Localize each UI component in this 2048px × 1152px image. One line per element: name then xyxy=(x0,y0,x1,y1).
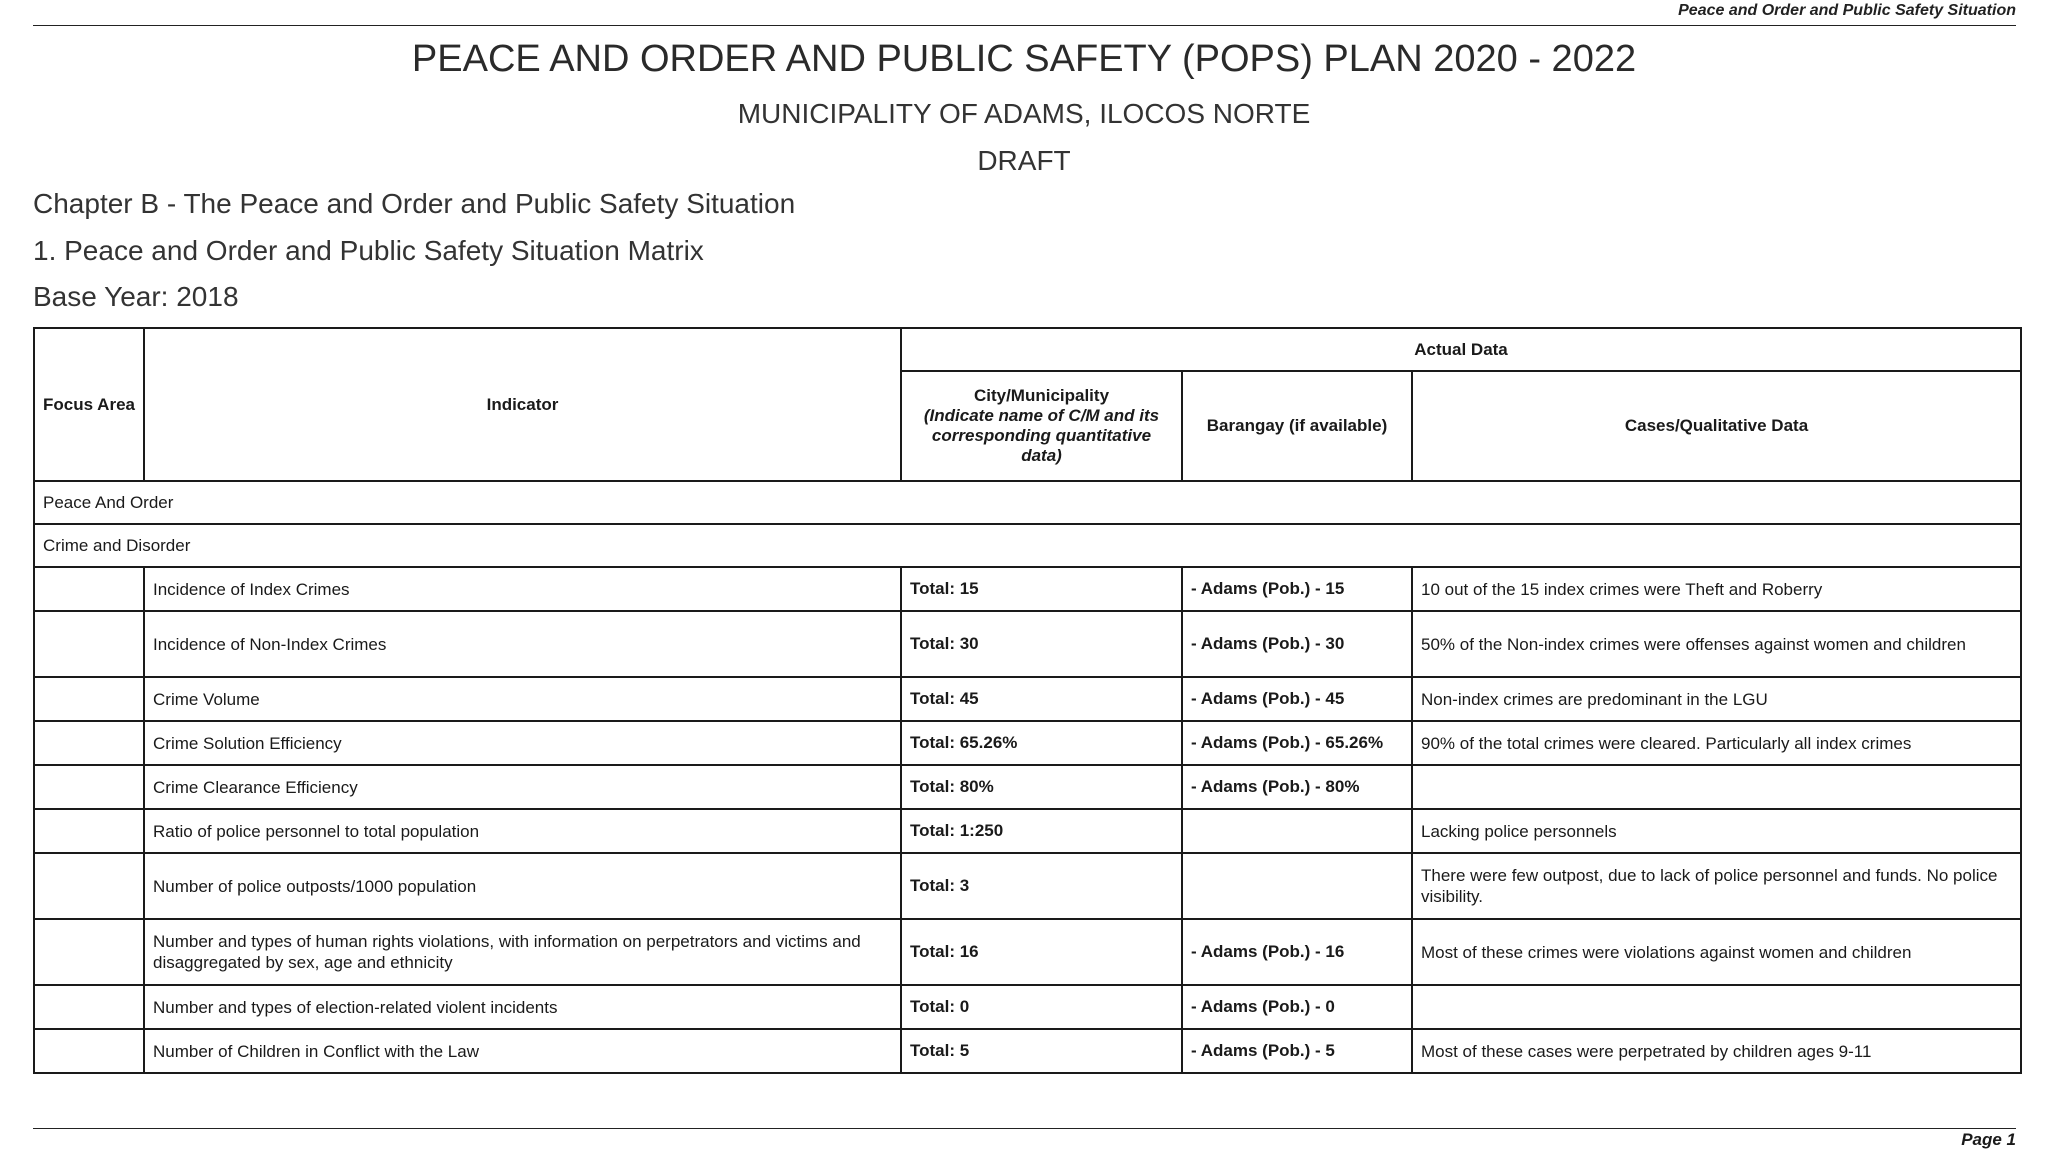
barangay-cell: - Adams (Pob.) - 80% xyxy=(1182,765,1412,809)
barangay-cell: - Adams (Pob.) - 15 xyxy=(1182,567,1412,611)
cases-cell: Most of these cases were perpetrated by children ages 9-11 xyxy=(1412,1029,2021,1073)
cases-cell: 10 out of the 15 index crimes were Theft and Roberry xyxy=(1412,567,2021,611)
focus-area-cell xyxy=(34,611,144,677)
cases-cell xyxy=(1412,765,2021,809)
header-rule xyxy=(33,25,2016,26)
focus-area-cell xyxy=(34,853,144,919)
document-subtitle: MUNICIPALITY OF ADAMS, ILOCOS NORTE xyxy=(737,98,1311,129)
base-year: Base Year: 2018 xyxy=(33,281,239,312)
chapter-heading: Chapter B - The Peace and Order and Public Safety Situation xyxy=(33,188,796,219)
header-city-municipality xyxy=(901,371,1182,481)
barangay-cell: - Adams (Pob.) - 65.26% xyxy=(1182,721,1412,765)
header-actual-data: Actual Data xyxy=(901,328,2021,371)
focus-area-cell xyxy=(34,985,144,1029)
page-number: Page 1 xyxy=(1961,1130,2016,1149)
focus-area-cell xyxy=(34,809,144,853)
header-indicator: Indicator xyxy=(144,328,901,481)
table-row xyxy=(34,919,2021,985)
focus-area-cell xyxy=(34,765,144,809)
section-heading: 1. Peace and Order and Public Safety Situation Matrix xyxy=(33,235,704,266)
section-row-peace-and-order: Peace And Order xyxy=(34,481,2021,524)
indicator-cell: Incidence of Index Crimes xyxy=(144,567,901,611)
focus-area-cell xyxy=(34,1029,144,1073)
indicator-cell: Number and types of human rights violations, with information on perpetrators and victims and disaggregated by sex, age and ethnicity xyxy=(144,919,901,985)
table-row xyxy=(34,611,2021,677)
running-header: Peace and Order and Public Safety Situation xyxy=(1678,2,2016,19)
indicator-cell: Ratio of police personnel to total population xyxy=(144,809,901,853)
barangay-cell xyxy=(1182,809,1412,853)
document-title: PEACE AND ORDER AND PUBLIC SAFETY (POPS) PLAN 2020 - 2022 xyxy=(411,38,1637,80)
city-municipality-cell: Total: 3 xyxy=(901,853,1182,919)
section-row-crime-and-disorder: Crime and Disorder xyxy=(34,524,2021,567)
header-city-municipality-note: (Indicate name of C/M and its corresponding quantitative data) xyxy=(923,406,1160,465)
focus-area-cell xyxy=(34,919,144,985)
cases-cell xyxy=(1412,985,2021,1029)
city-municipality-cell: Total: 30 xyxy=(901,611,1182,677)
city-municipality-cell: Total: 15 xyxy=(901,567,1182,611)
focus-area-cell xyxy=(34,721,144,765)
cases-cell: Lacking police personnels xyxy=(1412,809,2021,853)
cases-cell: Most of these crimes were violations against women and children xyxy=(1412,919,2021,985)
focus-area-cell xyxy=(34,677,144,721)
table-row xyxy=(34,985,2021,1029)
barangay-cell: - Adams (Pob.) - 30 xyxy=(1182,611,1412,677)
table-row xyxy=(34,809,2021,853)
city-municipality-cell: Total: 0 xyxy=(901,985,1182,1029)
barangay-cell: - Adams (Pob.) - 0 xyxy=(1182,985,1412,1029)
table-row xyxy=(34,765,2021,809)
table-row xyxy=(34,567,2021,611)
city-municipality-cell: Total: 45 xyxy=(901,677,1182,721)
barangay-cell: - Adams (Pob.) - 16 xyxy=(1182,919,1412,985)
cases-cell: 90% of the total crimes were cleared. Particularly all index crimes xyxy=(1412,721,2021,765)
cases-cell: There were few outpost, due to lack of police personnel and funds. No police visibility. xyxy=(1412,853,2021,919)
indicator-cell: Number of police outposts/1000 population xyxy=(144,853,901,919)
situation-matrix-table xyxy=(33,327,2022,1074)
cases-cell: 50% of the Non-index crimes were offenses against women and children xyxy=(1412,611,2021,677)
header-focus-area: Focus Area xyxy=(34,328,144,481)
city-municipality-cell: Total: 80% xyxy=(901,765,1182,809)
barangay-cell: - Adams (Pob.) - 45 xyxy=(1182,677,1412,721)
city-municipality-cell: Total: 65.26% xyxy=(901,721,1182,765)
barangay-cell xyxy=(1182,853,1412,919)
table-row xyxy=(34,853,2021,919)
table-row xyxy=(34,1029,2021,1073)
indicator-cell: Crime Clearance Efficiency xyxy=(144,765,901,809)
header-barangay: Barangay (if available) xyxy=(1182,371,1412,481)
indicator-cell: Number of Children in Conflict with the Law xyxy=(144,1029,901,1073)
barangay-cell: - Adams (Pob.) - 5 xyxy=(1182,1029,1412,1073)
focus-area-cell xyxy=(34,567,144,611)
city-municipality-cell: Total: 1:250 xyxy=(901,809,1182,853)
cases-cell: Non-index crimes are predominant in the LGU xyxy=(1412,677,2021,721)
header-cases: Cases/Qualitative Data xyxy=(1412,371,2021,481)
indicator-cell: Crime Solution Efficiency xyxy=(144,721,901,765)
table-row xyxy=(34,677,2021,721)
draft-label: DRAFT xyxy=(977,145,1071,176)
indicator-cell: Crime Volume xyxy=(144,677,901,721)
city-municipality-cell: Total: 16 xyxy=(901,919,1182,985)
indicator-cell: Number and types of election-related violent incidents xyxy=(144,985,901,1029)
indicator-cell: Incidence of Non-Index Crimes xyxy=(144,611,901,677)
table-row xyxy=(34,721,2021,765)
header-city-municipality-label: City/Municipality xyxy=(973,386,1110,405)
city-municipality-cell: Total: 5 xyxy=(901,1029,1182,1073)
footer-rule xyxy=(33,1128,2016,1129)
